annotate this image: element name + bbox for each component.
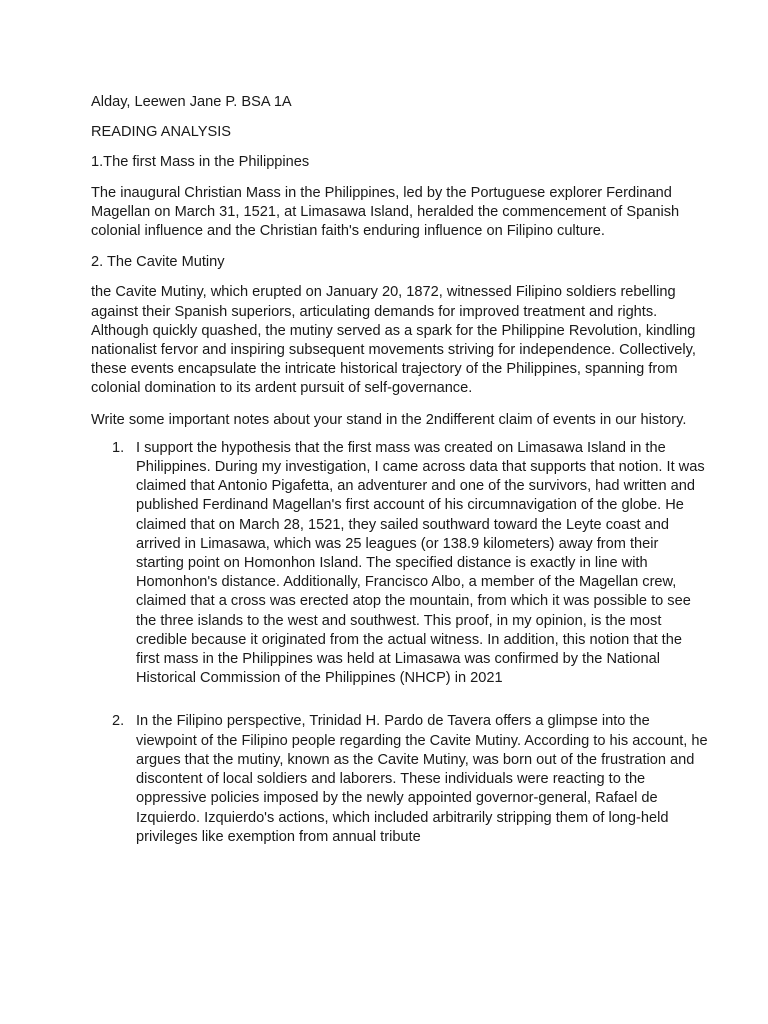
list-item-text: I support the hypothesis that the first mass was created on Limasawa Island in the Philippines. During my investigation, I came across data that supports that notion. It was claimed that Antonio Pigafetta, an adventurer and one of the survivors, had written and published Ferdinand Magellan's first account of his circumnavigation of the globe. He claimed that on March 28, 1521, they sailed southward toward the Leyte coast and arrived in Limasawa, which was 25 leagues (or 138.9 kilometers) away from their starting point on Homonhon Island. The specified distance is exactly in line with Homonhon's distance. Additionally, Francisco Albo, a member of the Magellan crew, claimed that a cross was erected atop the mountain, from which it was possible to see the three islands to the west and southwest. This proof, in my opinion, is the most credible because it originated from the actual witness. In addition, this notion that the first mass in the Philippines was held at Limasawa was confirmed by the National Historical Commission of the Philippines (NHCP) in 2021 bbox=[136, 439, 705, 687]
section2-heading: 2. The Cavite Mutiny bbox=[91, 254, 225, 271]
student-name-line: Alday, Leewen Jane P. BSA 1A bbox=[91, 94, 292, 110]
section2-body: the Cavite Mutiny, which erupted on January 20, 1872, witnessed Filipino soldiers rebelling against their Spanish superiors, articulating demands for improved treatment and rights. Although quickly quashed, the mutiny served as a spark for the Philippine Revolution, kindling nationalist fervor and inspiring subsequent movements striving for independence. Collectively, these events encapsulate the intricate historical trajectory of the Philippines, spanning from colonial domination to its ardent pursuit of self-governance. bbox=[91, 284, 696, 397]
list-item-text: In the Filipino perspective, Trinidad H. Pardo de Tavera offers a glimpse into the viewpoint of the Filipino people regarding the Cavite Mutiny. According to his account, he argues that the mutiny, known as the Cavite Mutiny, was born out of the frustration and discontent of local soldiers and laborers. These individuals were reacting to the oppressive policies imposed by the newly appointed governor-general, Rafael de Izquierdo. Izquierdo's actions, which included arbitrarily stripping them of long-held privileges like exemption from annual tribute bbox=[136, 713, 708, 845]
section1-heading: 1.The first Mass in the Philippines bbox=[91, 154, 310, 171]
list-item-number: 1. bbox=[112, 439, 125, 456]
section1-body: The inaugural Christian Mass in the Philippines, led by the Portuguese explorer Ferdinand Magellan on March 31, 1521, at Limasawa Island, heralded the commencement of Spanish colonial influence and the Christian faith's enduring influence on Filipino culture. bbox=[91, 184, 680, 240]
notes-list bbox=[91, 439, 708, 847]
list-item-number: 2. bbox=[112, 713, 125, 730]
notes-prompt: Write some important notes about your stand in the 2ndifferent claim of events in our history. bbox=[91, 411, 687, 428]
list-item bbox=[91, 712, 708, 846]
list-item bbox=[91, 439, 708, 689]
document-title: READING ANALYSIS bbox=[91, 124, 232, 141]
